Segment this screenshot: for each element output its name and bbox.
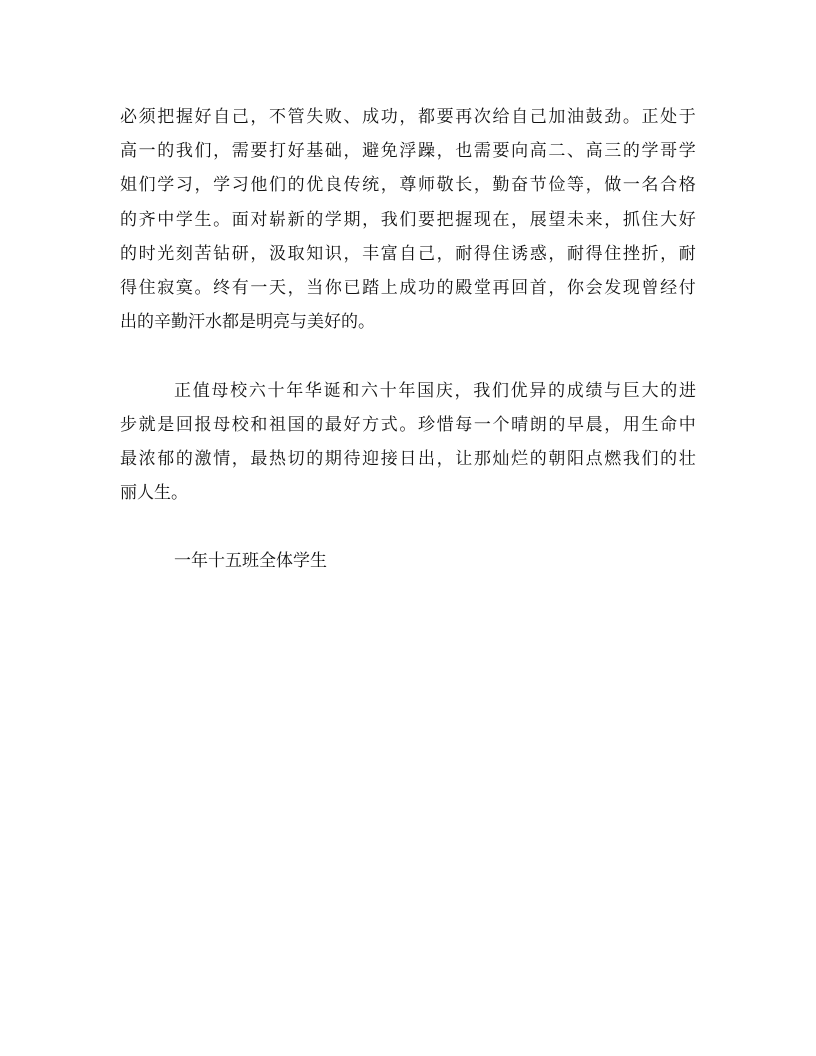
text-line: 步 就 是 回 报 母 校 和 祖 国 的 最 好 方 式 。 珍 惜 每 一 个 晴 朗 的 早 晨 ， 用 生 命 中	[120, 414, 696, 435]
paragraph-spacer	[120, 339, 696, 373]
text-line: 正 值 母 校 六 十 年 华 诞 和 六 十 年 国 庆 ， 我 们 优 异 的 成 绩 与 巨 大 的 进	[174, 380, 696, 401]
text-line: 的 齐 中 学 生 。 面 对 崭 新 的 学 期 ， 我 们 要 把 握 现 在 ， 展 望 未 来 ， 抓 住 大 好	[120, 209, 696, 230]
text-line: 最 浓 郁 的 激 情 ， 最 热 切 的 期 待 迎 接 日 出 ， 让 那 灿 烂 的 朝 阳 点 燃 我 们 的 壮	[120, 448, 696, 469]
text-line: 出的辛勤汗水都是明亮与美好的。	[120, 312, 375, 333]
text-line: 必 须 把 握 好 自 己 ， 不 管 失 败 、 成 功 ， 都 要 再 次 给 自 己 加 油 鼓 劲 。 正 处 于	[120, 107, 696, 127]
text-line: 高 一 的 我 们 ， 需 要 打 好 基 础 ， 避 免 浮 躁 ， 也 需 要 向 高 二 、 高 三 的 学 哥 学	[120, 141, 696, 162]
text-line: 姐 们 学 习 ， 学 习 他 们 的 优 良 传 统 ， 尊 师 敬 长 ， 勤 奋 节 俭 等 ， 做 一 名 合 格	[120, 175, 696, 196]
document-body	[120, 100, 696, 579]
signature: 一年十五班全体学生	[174, 551, 327, 572]
paragraph-1	[120, 100, 696, 339]
text-line: 得 住 寂 寞 。 终 有 一 天 ， 当 你 已 踏 上 成 功 的 殿 堂 再 回 首 ， 你 会 发 现 曾 经 付	[120, 277, 696, 298]
paragraph-2	[120, 374, 696, 511]
text-line: 丽人生。	[120, 483, 188, 504]
paragraph-spacer	[120, 510, 696, 544]
text-line: 的 时 光 刻 苦 钻 研 ， 汲 取 知 识 ， 丰 富 自 己 ， 耐 得 住 诱 惑 ， 耐 得 住 挫 折 ， 耐	[120, 243, 696, 264]
